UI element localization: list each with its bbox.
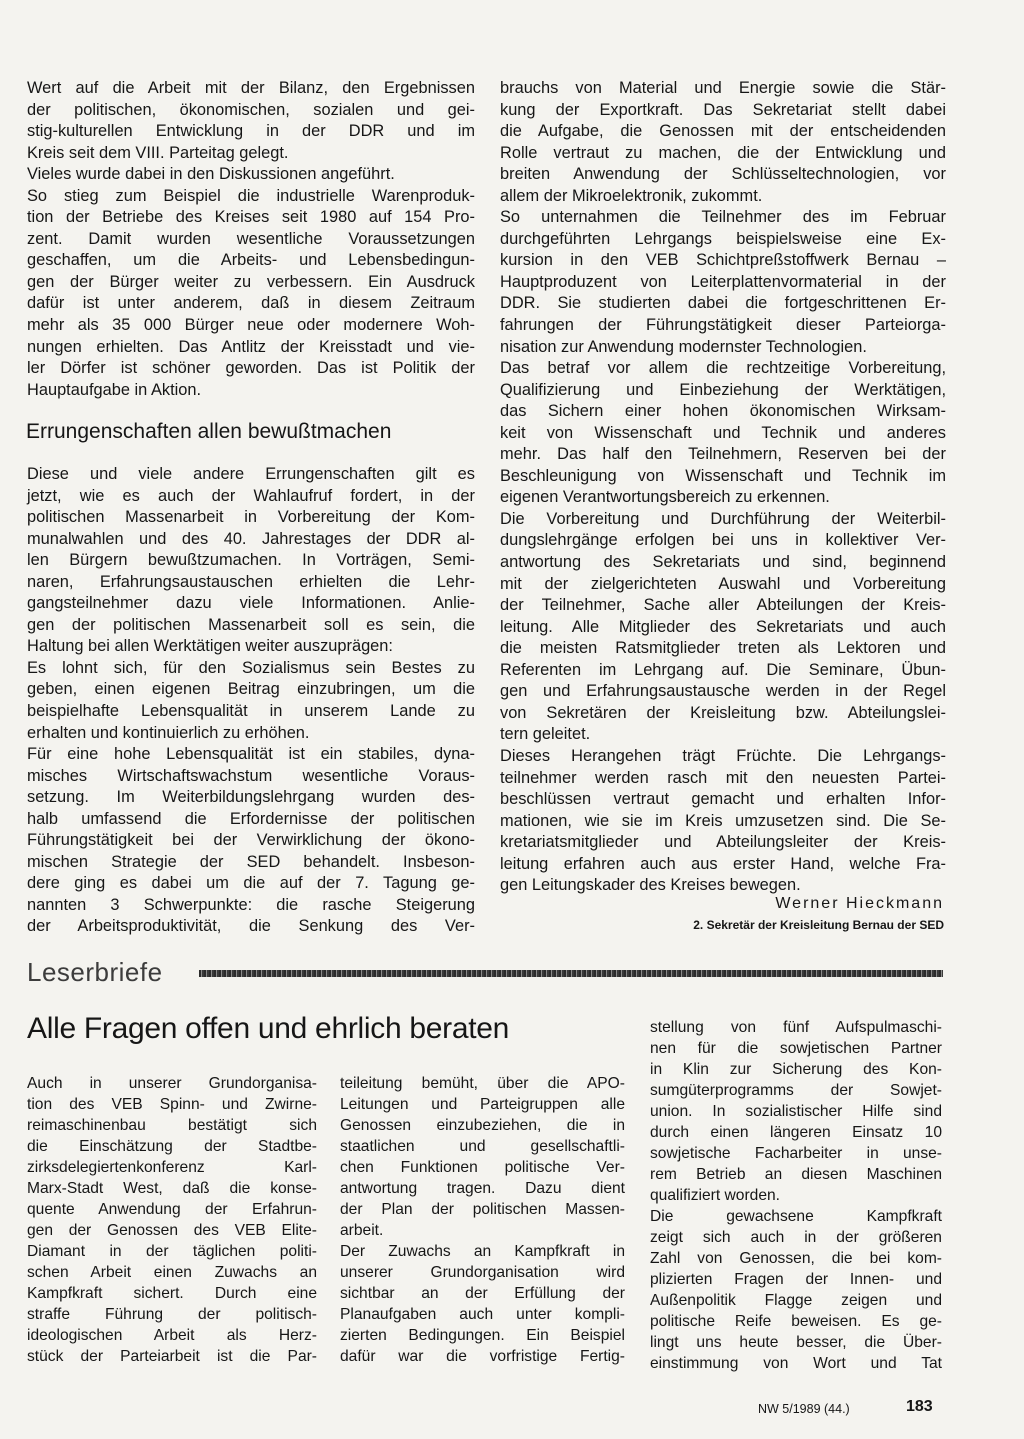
text-line: stellung von fünf Aufspulmaschi- (650, 1019, 942, 1036)
text-line: eigenen Verantwortungsbereich zu erkennen. (500, 488, 830, 507)
text-line: breiten Anwendung der Schlüsseltechnologien, vor (500, 165, 946, 184)
text-line: Dieses Herangehen trägt Früchte. Die Lehrgangs- (500, 746, 946, 765)
text-line: allem der Mikroelektronik, zukommt. (500, 186, 763, 205)
text-line: Leitungen und Parteigruppen alle (340, 1096, 625, 1113)
text-line: geschaffen, um die Arbeits- und Lebensbedingun- (27, 251, 475, 270)
text-line: stig-kulturellen Entwicklung in der DDR und im (27, 122, 475, 141)
text-line: Beschleunigung von Wissenschaft und Technik im (500, 466, 946, 485)
text-line: das Sichern einer hohen ökonomischen Wirksam- (500, 402, 946, 421)
text-line: kursion in den VEB Schichtpreßstoffwerk Bernau – (500, 251, 946, 270)
text-line: union. In sozialistischer Hilfe sind (650, 1103, 942, 1120)
text-line: dungslehrgänge erfolgen bei uns in kollektiver Ver- (500, 531, 946, 550)
text-line: teileitung bemüht, über die APO- (340, 1075, 625, 1092)
text-line: Vieles wurde dabei in den Diskussionen angeführt. (27, 165, 395, 184)
text-line: die Einschätzung der Stadtbe- (27, 1138, 317, 1155)
text-line: Auch in unserer Grundorganisa- (27, 1075, 317, 1092)
text-line: Der Zuwachs an Kampfkraft in (340, 1243, 625, 1260)
text-line: halb umfassend die Erfordernisse der politischen (27, 809, 475, 828)
text-line: Diamant in der täglichen politi- (27, 1243, 317, 1260)
text-line: So stieg zum Beispiel die industrielle Warenproduk- (27, 186, 475, 205)
text-line: Das betraf vor allem die rechtzeitige Vorbereitung, (500, 359, 946, 378)
text-line: schen Arbeit einen Zuwachs an (27, 1264, 317, 1281)
text-line: sichtbar an der Erfüllung der (340, 1285, 625, 1302)
text-line: die Aufgabe, die Genossen mit der entscheidenden (500, 122, 946, 141)
article-bottom-column-2 (340, 1073, 625, 1367)
text-line: antwortung des Sekretariats und sind, beginnend (500, 553, 946, 572)
text-line: Marx-Stadt West, daß die konse- (27, 1180, 317, 1197)
text-line: Genossen einzubeziehen, die in (340, 1117, 625, 1134)
text-line: der Teilnehmer, Sache aller Abteilungen der Kreis- (500, 596, 946, 615)
text-line: gangsteilnehmer dazu viele Informationen. Anlie- (27, 594, 475, 613)
text-line: antwortung tragen. Dazu dient (340, 1180, 625, 1197)
text-line: mischen Strategie der SED behandelt. Insbeson- (27, 852, 475, 871)
text-line: Diese und viele andere Errungenschaften gilt es (27, 465, 475, 483)
page-number: 183 (906, 1398, 933, 1415)
text-line: leitung. Alle Mitglieder des Sekretariats und auch (500, 617, 946, 636)
text-line: in Klin zur Sicherung des Kon- (650, 1061, 942, 1078)
subheading: Errungenschaften allen bewußtmachen (26, 420, 392, 443)
text-line: durchgeführten Lehrgangs beispielsweise eine Ex- (500, 229, 946, 248)
text-line: Führungstätigkeit bei der Verwirklichung der ökono- (27, 831, 475, 850)
text-line: erhalten und kontinuierlich zu erhöhen. (27, 723, 310, 742)
text-line: tion des VEB Spinn- und Zwirne- (27, 1096, 317, 1113)
text-line: tern geleitet. (500, 725, 591, 744)
text-line: der Arbeitsproduktivität, die Senkung des Ver- (27, 917, 475, 936)
text-line: Die gewachsene Kampfkraft (650, 1208, 942, 1225)
text-line: beschlüssen vertraut gemacht und erhalten Infor- (500, 790, 946, 809)
text-line: mationen, wie sie im Kreis umzusetzen sind. Die Se- (500, 811, 946, 830)
text-line: chen Funktionen politische Ver- (340, 1159, 625, 1176)
text-line: Zahl von Genossen, die bei kom- (650, 1250, 942, 1267)
text-line: rem Betrieb an diesen Maschinen (650, 1166, 942, 1183)
text-line: die meisten Ratsmitglieder treten als Lektoren und (500, 639, 946, 658)
text-line: Haltung bei allen Werktätigen weiter auszuprägen: (27, 637, 393, 656)
text-line: der politischen, ökonomischen, sozialen und gei- (27, 100, 475, 119)
text-line: nisation zur Anwendung modernster Technologien. (500, 337, 867, 356)
text-line: beispielhafte Lebensqualität in unserem Lande zu (27, 702, 475, 721)
text-line: brauchs von Material und Energie sowie die Stär- (500, 79, 946, 97)
text-line: Wert auf die Arbeit mit der Bilanz, den Ergebnissen (27, 79, 475, 97)
text-line: Qualifizierung und Einbeziehung der Werktätigen, (500, 380, 946, 399)
text-line: Hauptproduzent von Leiterplattenvormaterial in der (500, 272, 946, 291)
text-line: gen und Erfahrungsaustausche werden in der Regel (500, 682, 946, 701)
text-line: Kampfkraft sichert. Durch eine (27, 1285, 317, 1302)
text-line: sowjetische Facharbeiter in unse- (650, 1145, 942, 1162)
text-line: setzung. Im Weiterbildungslehrgang wurden des- (27, 788, 475, 807)
text-line: tion der Betriebe des Kreises seit 1980 auf 154 Pro- (27, 208, 475, 227)
text-line: Für eine hohe Lebensqualität ist ein stabiles, dyna- (27, 745, 475, 764)
text-line: DDR. Sie studierten dabei die fortgeschrittenen Er- (500, 294, 946, 313)
section-label: Leserbriefe (27, 957, 163, 987)
text-line: sumgüterprogramms der Sowjet- (650, 1082, 942, 1099)
text-line: Die Vorbereitung und Durchführung der Weiterbil- (500, 509, 946, 528)
text-line: politischen Massenarbeit in Vorbereitung der Kom- (27, 508, 475, 527)
text-line: gen Leitungskader des Kreises bewegen. (500, 876, 801, 895)
author-role: 2. Sekretär der Kreisleitung Bernau der SED (693, 918, 944, 932)
text-line: leitung erfahren auch aus erster Hand, welche Fra- (500, 854, 946, 873)
text-line: arbeit. (340, 1222, 384, 1239)
text-line: nungen erhielten. Das Antlitz der Kreisstadt und vie- (27, 337, 475, 356)
text-line: gen der Bürger weiter zu verbessern. Ein Ausdruck (27, 272, 475, 291)
article-title: Alle Fragen offen und ehrlich beraten (27, 1012, 510, 1045)
text-line: nen für die sowjetischen Partner (650, 1040, 942, 1057)
article-bottom-column-1 (27, 1073, 317, 1367)
text-line: politische Reife beweisen. Es ge- (650, 1313, 942, 1330)
text-line: qualifiziert worden. (650, 1187, 781, 1204)
article-bottom-column-3 (650, 1017, 942, 1374)
text-line: kung der Exportkraft. Das Sekretariat stellt dabei (500, 100, 946, 119)
text-line: gen der Genossen des VEB Elite- (27, 1222, 317, 1239)
text-line: lingt uns heute besser, die Über- (650, 1334, 942, 1351)
text-line: mehr als 35 000 Bürger neue oder modernere Woh- (27, 316, 475, 335)
text-line: keit von Wissenschaft und Technik und anderes (500, 423, 946, 442)
text-line: jetzt, wie es auch der Wahlaufruf fordert, in der (27, 486, 475, 505)
text-line: naren, Erfahrungsaustauschen erhielten die Lehr- (27, 572, 475, 591)
text-line: geben, einen eigenen Beitrag einzubringen, um die (27, 680, 475, 699)
text-line: dafür ist unter anderem, daß in diesem Zeitraum (27, 294, 475, 313)
text-line: gen der politischen Massenarbeit soll es sein, die (27, 615, 475, 634)
article-top-column-1 (27, 78, 475, 401)
text-line: mit der zielgerichteten Auswahl und Vorbereitung (500, 574, 946, 593)
text-line: ideologischen Arbeit als Herz- (27, 1327, 317, 1344)
text-line: Referenten im Lehrgang auf. Die Seminare, Übun- (500, 660, 946, 679)
text-line: fahrungen der Führungstätigkeit dieser Parteiorga- (500, 316, 946, 335)
text-line: mehr. Das half den Teilnehmern, Reserven bei der (500, 445, 946, 464)
text-line: der Plan der politischen Massen- (340, 1201, 625, 1218)
text-line: Hauptaufgabe in Aktion. (27, 380, 202, 399)
text-line: zierten Bedingungen. Ein Beispiel (340, 1327, 625, 1344)
text-line: Es lohnt sich, für den Sozialismus sein Bestes zu (27, 658, 475, 677)
text-line: straffe Führung der politisch- (27, 1306, 317, 1323)
text-line: Rolle vertraut zu machen, die der Entwicklung und (500, 143, 946, 162)
text-line: einstimmung von Wort und Tat (650, 1355, 942, 1372)
text-line: munalwahlen und des 40. Jahrestages der DDR al- (27, 529, 475, 548)
author-name: Werner Hieckmann (775, 895, 944, 912)
text-line: So unternahmen die Teilnehmer des im Februar (500, 208, 946, 227)
text-line: Außenpolitik Flagge zeigen und (650, 1292, 942, 1309)
text-line: zent. Damit wurden wesentliche Voraussetzungen (27, 229, 475, 248)
author-signature (693, 894, 944, 933)
text-line: zeigt sich auch in der größeren (650, 1229, 942, 1246)
text-line: Planaufgaben auch unter kompli- (340, 1306, 625, 1323)
section-rule (199, 970, 943, 977)
text-line: Kreis seit dem VIII. Parteitag gelegt. (27, 143, 289, 162)
text-line: durch einen längeren Einsatz 10 (650, 1124, 942, 1141)
text-line: staatlichen und gesellschaftli- (340, 1138, 625, 1155)
text-line: ler Dörfer ist schöner geworden. Das ist Politik der (27, 359, 475, 378)
text-line: nannten 3 Schwerpunkte: die rasche Steigerung (27, 895, 475, 914)
article-top-column-2 (500, 78, 946, 897)
text-line: dafür war die vorfristige Fertig- (340, 1348, 625, 1365)
text-line: len Bürgern bewußtzumachen. In Vorträgen, Semi- (27, 551, 475, 570)
text-line: stück der Parteiarbeit ist die Par- (27, 1348, 317, 1365)
text-line: reimaschinenbau bestätigt sich (27, 1117, 317, 1134)
section-header (27, 957, 949, 987)
text-line: quente Anwendung der Erfahrun- (27, 1201, 317, 1218)
text-line: von Sekretären der Kreisleitung bzw. Abteilungslei- (500, 703, 946, 722)
text-line: unserer Grundorganisation wird (340, 1264, 625, 1281)
text-line: zirksdelegiertenkonferenz Karl- (27, 1159, 317, 1176)
text-line: dere ging es dabei um die auf der 7. Tagung ge- (27, 874, 475, 893)
issue-reference: NW 5/1989 (44.) (758, 1402, 850, 1416)
text-line: teilnehmer werden rasch mit den neuesten Partei- (500, 768, 946, 787)
text-line: plizierten Fragen der Innen- und (650, 1271, 942, 1288)
article-top-column-1b (27, 464, 475, 938)
text-line: misches Wirtschaftswachstum wesentliche Voraus- (27, 766, 475, 785)
text-line: kretariatsmitglieder und Abteilungsleiter der Kreis- (500, 833, 946, 852)
